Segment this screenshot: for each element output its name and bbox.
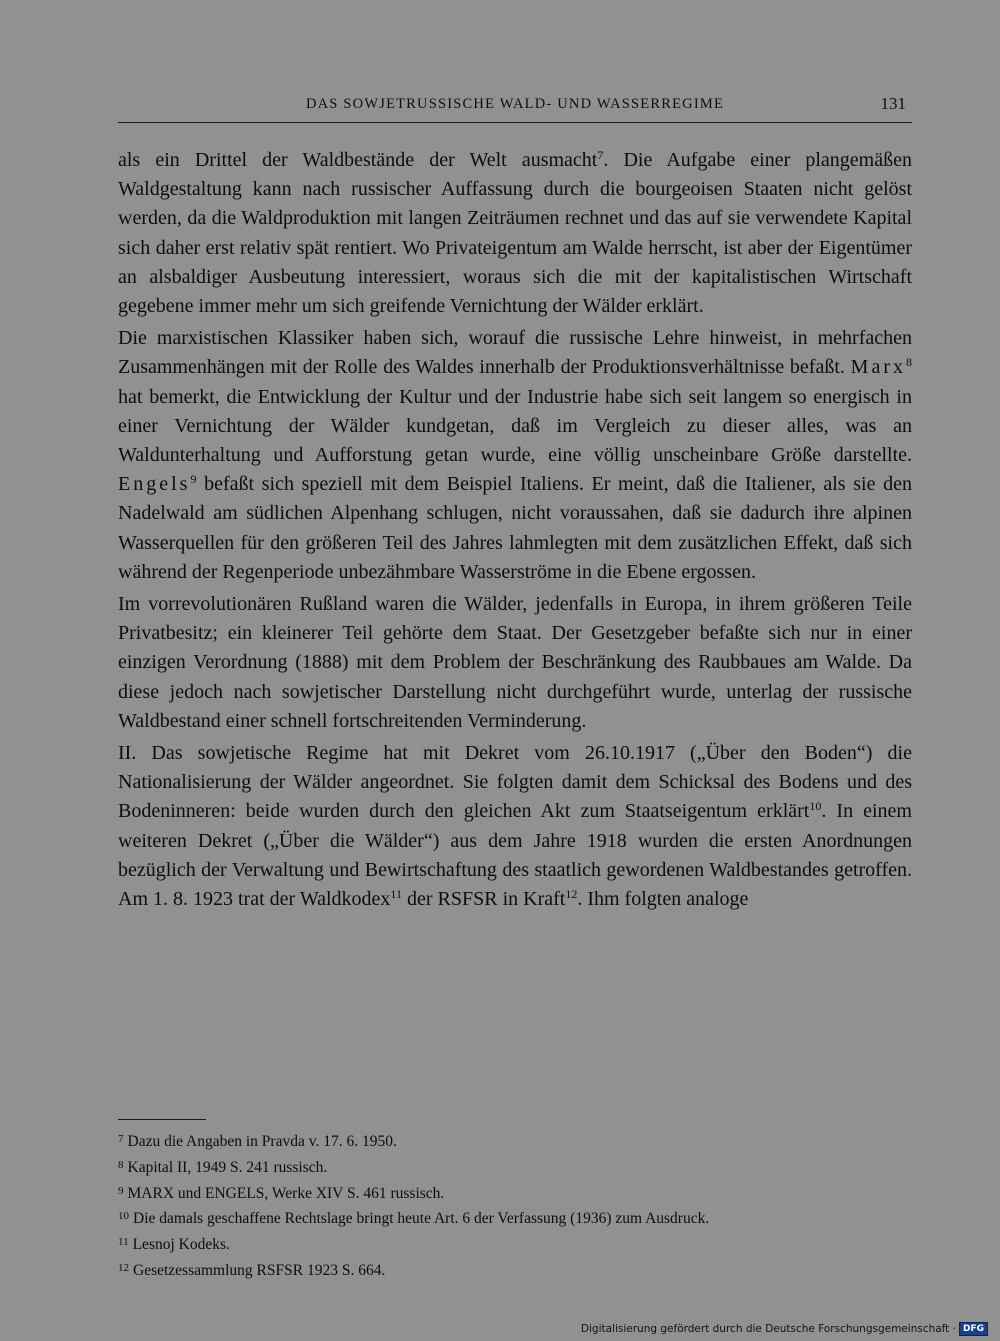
- author-name-engels: Engels: [118, 473, 191, 496]
- paragraph-2: Die marxistischen Klassiker haben sich, worauf die russische Lehre hinweist, in mehrfachen Zusammenhängen mit der Rolle des Waldes innerhalb der Produktionsverhältnisse befaßt. Marx$^8$ hat bemerkt, die Entwicklung der Kultur und der Industrie habe sich seit langem so energisch in einer Vernichtung der Wälder kundgetan, daß im Vergleich zu dieser alles, was an Waldunterhaltung und Aufforstung getan wurde, eine völlig unscheinbare Größe darstellte. Engels$^9$ befaßt sich speziell mit dem Beispiel Italiens. Er meint, daß die Italiener, als sie den Nadelwald am südlichen Alpenhang schlugen, nicht voraussahen, daß sie dadurch ihre alpinen Wasserquellen für den größeren Teil des Jahres lahmlegten mit dem zusätzlichen Effekt, daß sich während der Regenperiode unbezähmbare Wasserströme in die Ebene ergossen.: [118, 327, 912, 583]
- footnote-11: 11 Lesnoj Kodeks.: [118, 1236, 230, 1254]
- digitization-credit: [581, 1321, 988, 1337]
- paragraph-1: als ein Drittel der Waldbestände der Welt ausmacht$^7$. Die Aufgabe einer plangemäßen Waldgestaltung kann nach russischer Auffassung durch die bourgeoisen Staaten nicht gelöst werden, da die Waldproduktion mit langen Zeiträumen rechnet und das auf sie verwendete Kapital sich daher erst relativ spät rentiert. Wo Privateigentum am Walde herrscht, ist aber der Eigentümer an alsbaldiger Ausbeutung interessiert, woraus sich die mit der kapitalistischen Wirtschaft gegebene immer mehr um sich greifende Vernichtung der Wälder erklärt.: [118, 148, 912, 318]
- footnote-ref-8: 8: [906, 355, 912, 370]
- paragraph-4: II. Das sowjetische Regime hat mit Dekret vom 26.10.1917 („Über den Boden“) die Nationalisierung der Wälder angeordnet. Sie folgten damit dem Schicksal des Bodens und des Bodeninneren: beide wurden durch den gleichen Akt zum Staatseigentum erklärt$^{10}$. In einem weiteren Dekret („Über die Wälder“) aus dem Jahre 1918 wurden die ersten Anordnungen bezüglich der Verwaltung und Bewirtschaftung des staatlich gewordenen Waldbestandes getroffen. Am 1. 8. 1923 trat der Waldkodex$^{11}$ der RSFSR in Kraft$^{12}$. Ihm folgten analoge: [118, 742, 912, 911]
- footnote-ref-7: 7: [597, 148, 604, 162]
- footnote-ref-11: 11: [390, 887, 402, 902]
- footnotes: [118, 1128, 918, 1283]
- running-header: [118, 94, 912, 123]
- dfg-logo-icon: DFG: [959, 1322, 988, 1336]
- credit-text: Digitalisierung gefördert durch die Deutsche Forschungsgemeinschaft ·: [580, 1323, 956, 1335]
- body-text: [118, 146, 912, 917]
- footnote-12: 12 Gesetzessammlung RSFSR 1923 S. 664.: [118, 1261, 386, 1279]
- footnote-ref-10: 10: [809, 799, 822, 814]
- author-name-marx: Marx: [850, 356, 906, 379]
- footnote-8: 8 Kapital II, 1949 S. 241 russisch.: [118, 1158, 328, 1176]
- footnote-ref-12: 12: [565, 887, 578, 902]
- page-number: 131: [880, 94, 906, 113]
- footnote-separator: [118, 1119, 206, 1120]
- footnote-7: 7 Dazu die Angaben in Pravda v. 17. 6. 1950.: [118, 1133, 397, 1150]
- paragraph-3: Im vorrevolutionären Rußland waren die Wälder, jedenfalls in Europa, in ihrem größeren Teile Privatbesitz; ein kleinerer Teil gehörte dem Staat. Der Gesetzgeber befaßte sich nur in einer einzigen Verordnung (1888) mit dem Problem der Beschränkung des Raubbaues am Walde. Da diese jedoch nach sowjetischer Darstellung nicht durchgeführt wurde, unterlag der russische Waldbestand einer schnell fortschreitenden Verminderung.: [118, 593, 912, 732]
- running-title: DAS SOWJETRUSSISCHE WALD- UND WASSERREGIME: [305, 96, 725, 112]
- footnote-10: 10 Die damals geschaffene Rechtslage bringt heute Art. 6 der Verfassung (1936) zum Ausdruck.: [118, 1210, 710, 1228]
- footnote-9: 9 MARX und ENGELS, Werke XIV S. 461 russisch.: [118, 1184, 445, 1202]
- footnote-ref-9: 9: [190, 472, 197, 487]
